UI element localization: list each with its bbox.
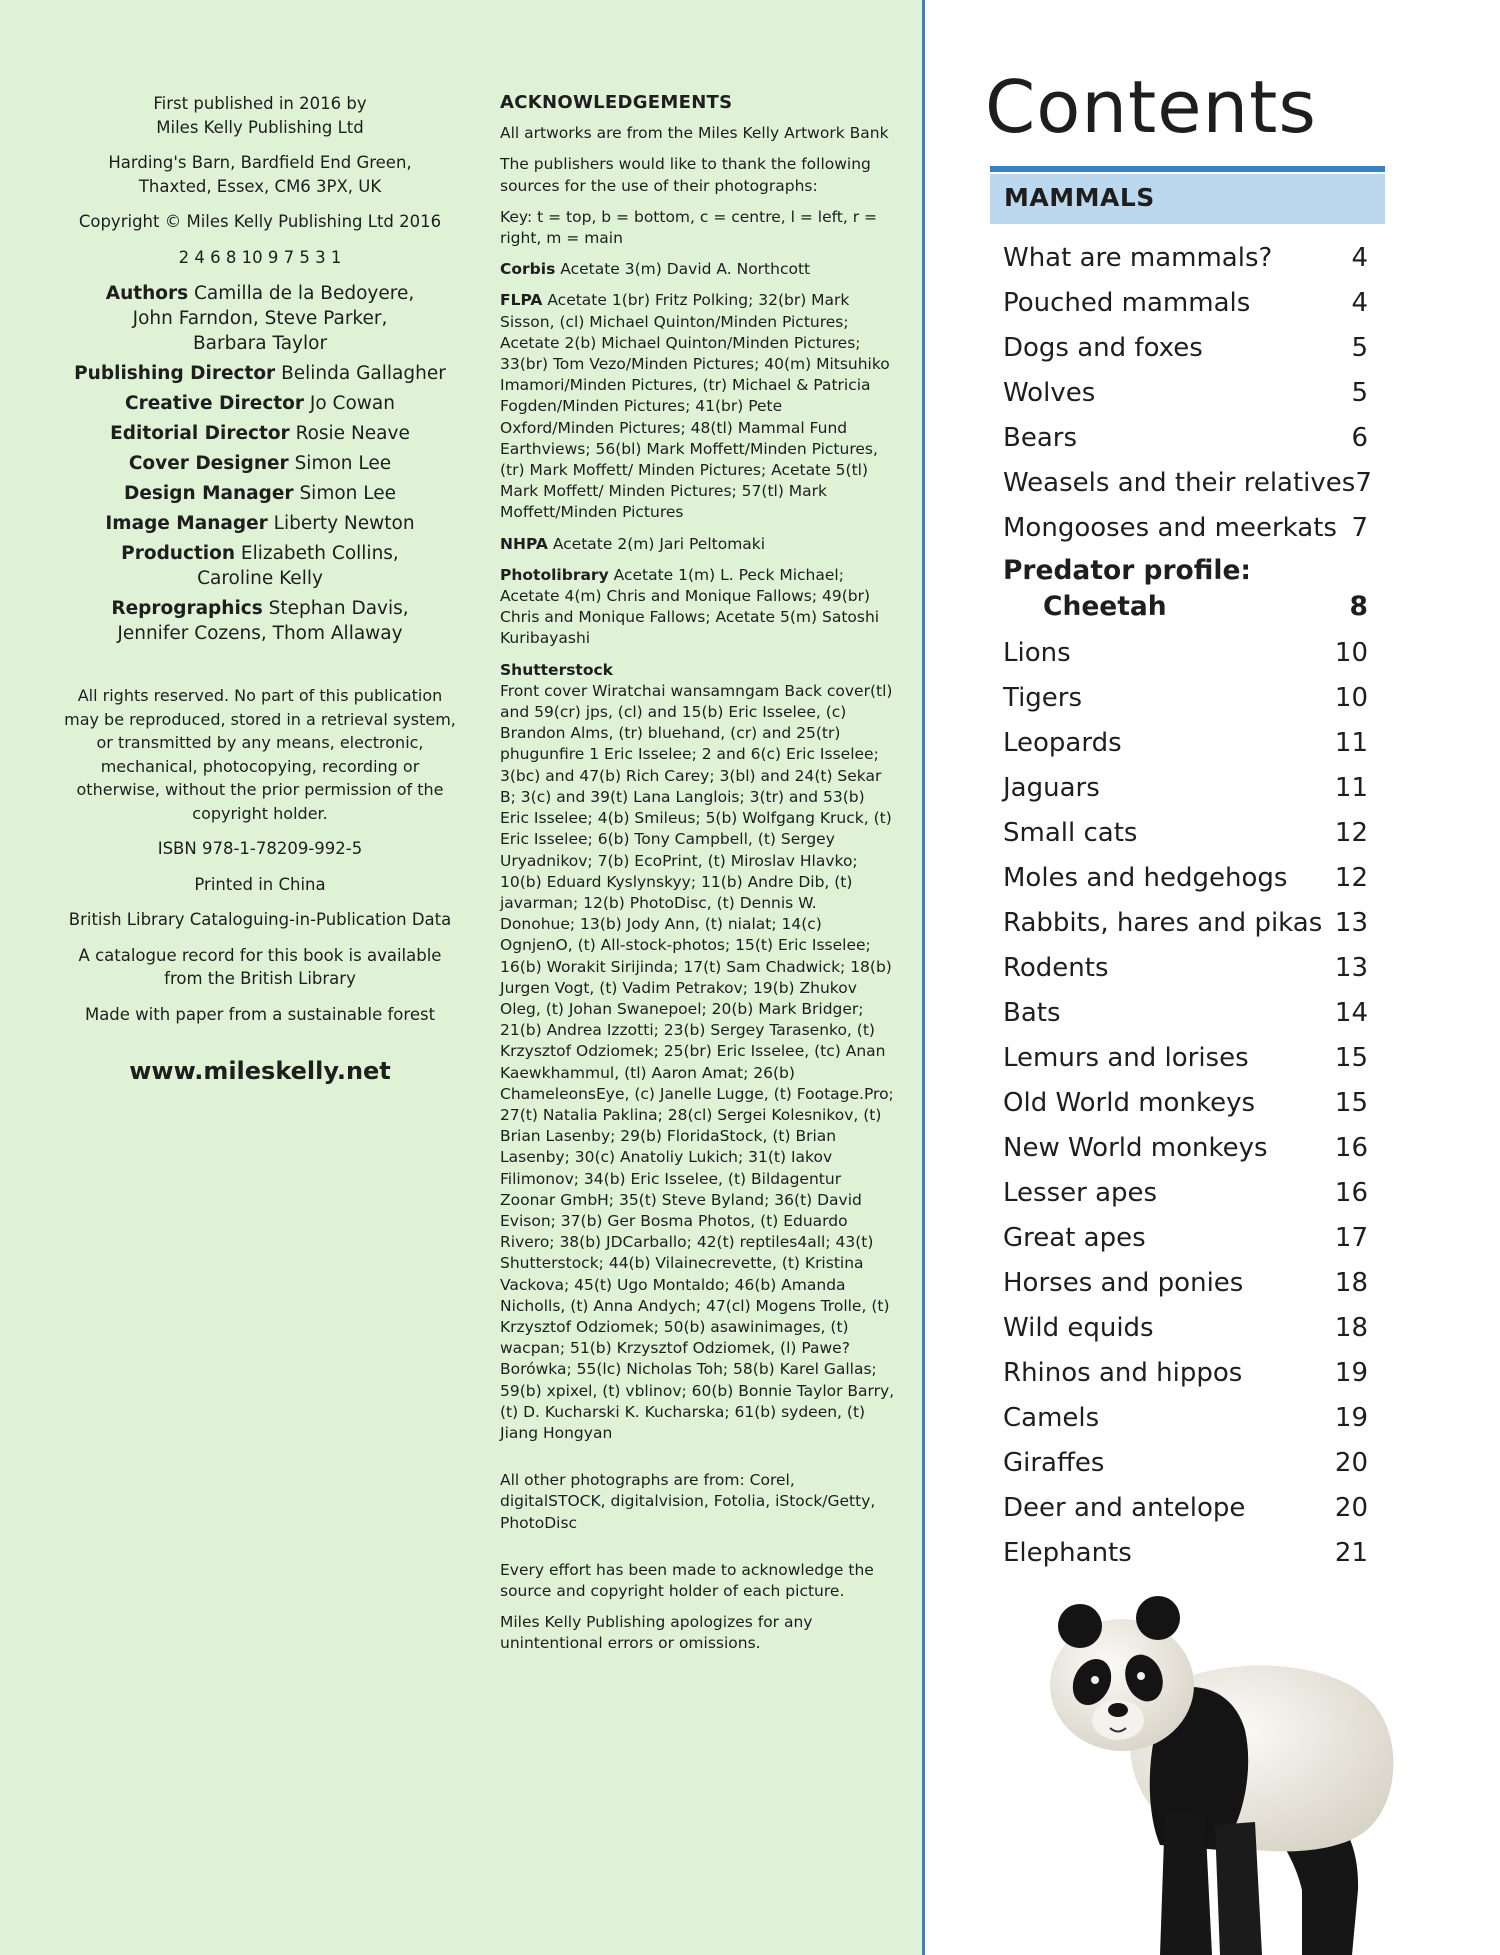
toc-title: New World monkeys bbox=[1003, 1133, 1268, 1163]
toc-entry[interactable] bbox=[1003, 461, 1372, 506]
paper-line: Made with paper from a sustainable forest bbox=[84, 1004, 436, 1024]
credit-line bbox=[60, 451, 460, 476]
source-name: FLPA bbox=[500, 291, 543, 310]
toc-entry[interactable] bbox=[1003, 676, 1368, 721]
other-photos-note: All other photographs are from: Corel, digitalSTOCK, digitalvision, Fotolia, iStock/Getty, PhotoDisc bbox=[500, 1471, 876, 1532]
credit-line bbox=[60, 541, 460, 566]
credits-list bbox=[60, 281, 460, 646]
page-divider bbox=[922, 0, 925, 1955]
toc-page-number: 7 bbox=[1355, 468, 1372, 498]
credit-role: Creative Director bbox=[125, 393, 304, 414]
toc-page-number: 15 bbox=[1334, 1088, 1368, 1118]
toc-title: Dogs and foxes bbox=[1003, 333, 1203, 363]
section-label: MAMMALS bbox=[1004, 183, 1155, 212]
toc-entry[interactable] bbox=[1003, 1261, 1368, 1306]
toc-page-number: 19 bbox=[1334, 1403, 1368, 1433]
source-text: Acetate 2(m) Jari Peltomaki bbox=[552, 534, 766, 553]
credit-line bbox=[60, 391, 460, 416]
toc-entry[interactable] bbox=[1003, 506, 1368, 551]
toc-page-number: 4 bbox=[1351, 243, 1368, 273]
toc-page-number: 8 bbox=[1349, 591, 1368, 622]
credit-role: Publishing Director bbox=[74, 363, 276, 384]
toc-page-number: 20 bbox=[1334, 1493, 1368, 1523]
toc-title: Horses and ponies bbox=[1003, 1268, 1244, 1298]
source-name: Photolibrary bbox=[500, 565, 609, 584]
toc-entry[interactable] bbox=[1003, 416, 1368, 461]
toc-title: Camels bbox=[1003, 1403, 1100, 1433]
credit-names: Belinda Gallagher bbox=[281, 363, 446, 384]
source-text: Front cover Wiratchai wansamngam Back cover(tl) and 59(cr) jps, (cl) and 15(b) Eric Isselee, (c) Brandon Alms, (tr) bluehand, (cr) and 25(tr) phugunfire 1 Eric Isselee; 2 and 6(c) Eric Isselee; 3(bc) and 47(b) Rich Carey; 3(bl) and 24(t) Sekar B; 3(c) and 39(t) Lana Langlois; 3(tr) and 53(b) Eric Isselee; 4(b) Smileus; 5(b) Wolfgang Kruck, (t) Eric Isselee; 6(b) Tony Campbell, (t) Sergey Uryadnikov; 7(b) EcoPrint, (t) Miroslav Hlavko; 10(b) Eduard Kyslynskyy; 11(b) Andre Dib, (t) javarman; 12(b) PhotoDisc, (t) Dennis W. Donohue; 13(b) Jody Ann, (t) nialat; 14(c) OgnjenO, (t) All-stock-photos; 15(t) Eric Isselee; 16(b) Worakit Sirijinda; 17(t) Sam Chadwick; 18(b) Jurgen Vogt, (t) Vadim Petrakov; 19(b) Zhukov Oleg, (t) Johan Swanepoel; 20(b) Mark Bridger; 21(b) Andrea Izzotti; 23(b) Sergey Tarasenko, (t) Krzysztof Odziomek; 25(br) Eric Isselee, (tc) Anan Kaewkhammul, (tl) Aaron Amat; 26(b) ChameleonsEye, (c) Janelle Lugge, (t) Footage.Pro; 27(t) Natalia Paklina; 28(cl) Sergei Kolesnikov, (t) Brian Lasenby; 29(b) FloridaStock, (t) Brian Lasenby; 30(c) Anatoliy Lukich; 31(t) Iakov Filimonov; 34(b) Eric Isselee, (t) Bildagentur Zoonar GmbH; 35(t) Steve Byland; 36(t) David Evison; 37(b) Ger Bosma Photos, (t) Eduardo Rivero; 38(b) JDCarballo; 42(t) reptiles4all; 43(t) Shutterstock; 44(b) Vilainecrevette, (t) Kristina Vackova; 45(t) Ugo Montaldo; 46(b) Amanda Nicholls, (t) Anna Andych; 47(cl) Mogens Trolle, (t) Krzysztof Odziomek; 50(b) asawinimages, (t) wacpan; 51(b) Krzysztof Odziomek, (l) Pawe? Borówka; 55(lc) Nicholas Toh; 58(b) Karel Gallas; 59(b) xpixel, (t) vblinov; 60(b) Bonnie Taylor Barry, (t) D. Kucharski K. Kucharska; 61(b) sydeen, (t) Jiang Hongyan bbox=[500, 681, 895, 1442]
credit-role: Cover Designer bbox=[128, 453, 289, 474]
toc-page-number: 5 bbox=[1351, 378, 1368, 408]
credit-names: Simon Lee bbox=[294, 453, 392, 474]
toc-entry[interactable] bbox=[1003, 1396, 1368, 1441]
credit-names: Camilla de la Bedoyere, bbox=[194, 283, 415, 304]
credit-names: John Farndon, Steve Parker, bbox=[132, 308, 388, 329]
credit-names: Caroline Kelly bbox=[197, 568, 323, 589]
toc-entry[interactable] bbox=[1003, 1126, 1368, 1171]
toc-entry[interactable] bbox=[1003, 326, 1368, 371]
acknowledgements-title: ACKNOWLEDGEMENTS bbox=[500, 92, 733, 113]
toc-title: Bats bbox=[1003, 998, 1061, 1028]
toc-page-number: 7 bbox=[1351, 513, 1368, 543]
credit-line bbox=[60, 566, 460, 591]
toc-entry[interactable] bbox=[1003, 631, 1368, 676]
toc-page-number: 6 bbox=[1351, 423, 1368, 453]
toc-entry[interactable] bbox=[1003, 811, 1368, 856]
section-header bbox=[990, 174, 1385, 224]
toc-page-number: 16 bbox=[1334, 1178, 1368, 1208]
source-text: Acetate 1(br) Fritz Polking; 32(br) Mark Sisson, (cl) Michael Quinton/Minden Pictures; Acetate 2(b) Michael Quinton/Minden Pictures; 33(br) Tom Vezo/Minden Pictures; 40(m) Mitsuhiko Imamori/Minden Pictures, (tr) Michael & Patricia Fogden/Minden Pictures; 41(br) Pete Oxford/Minden Pictures; 48(tl) Mammal Fund Earthviews; 56(bl) Mark Moffett/Minden Pictures, (tr) Mark Moffett/ Minden Pictures; Acetate 5(tl) Mark Moffett/ Minden Pictures; 57(tl) Mark Moffett/Minden Pictures bbox=[500, 291, 890, 522]
source-name: NHPA bbox=[500, 534, 548, 553]
toc-title: Elephants bbox=[1003, 1538, 1132, 1568]
cip-line: British Library Cataloguing-in-Publication Data bbox=[68, 910, 452, 929]
credit-line bbox=[60, 421, 460, 446]
source-entry bbox=[500, 660, 895, 1445]
credit-names: Stephan Davis, bbox=[268, 598, 409, 619]
source-entry bbox=[500, 534, 895, 555]
print-number-line: 2 4 6 8 10 9 7 5 3 1 bbox=[178, 247, 342, 267]
key-note: Key: t = top, b = bottom, c = centre, l = left, r = right, m = main bbox=[500, 207, 878, 248]
toc-page-number: 17 bbox=[1334, 1223, 1368, 1253]
toc-page-number: 20 bbox=[1334, 1448, 1368, 1478]
toc-entry[interactable] bbox=[1003, 1036, 1368, 1081]
apology-note: Miles Kelly Publishing apologizes for any unintentional errors or omissions. bbox=[500, 1613, 813, 1653]
toc-title: Leopards bbox=[1003, 728, 1122, 758]
isbn: ISBN 978-1-78209-992-5 bbox=[157, 839, 363, 858]
toc-title: Jaguars bbox=[1003, 773, 1100, 803]
toc-title: Lesser apes bbox=[1003, 1178, 1158, 1208]
toc-title: What are mammals? bbox=[1003, 243, 1273, 273]
credit-line bbox=[60, 331, 460, 356]
credit-role: Reprographics bbox=[111, 598, 263, 619]
credit-line bbox=[60, 511, 460, 536]
source-entry bbox=[500, 290, 895, 523]
toc-title: Moles and hedgehogs bbox=[1003, 863, 1288, 893]
toc-entry[interactable] bbox=[1003, 721, 1368, 766]
toc-page-number: 11 bbox=[1334, 773, 1368, 803]
toc-title: Rhinos and hippos bbox=[1003, 1358, 1243, 1388]
toc-entry[interactable] bbox=[1003, 1216, 1368, 1261]
credit-line bbox=[60, 281, 460, 306]
toc-entry[interactable] bbox=[1003, 946, 1368, 991]
toc-title: Tigers bbox=[1003, 683, 1083, 713]
credit-role: Design Manager bbox=[123, 483, 294, 504]
toc-title: Lemurs and lorises bbox=[1003, 1043, 1249, 1073]
toc-title: Pouched mammals bbox=[1003, 288, 1251, 318]
credit-line bbox=[60, 481, 460, 506]
toc-entry[interactable] bbox=[1003, 1081, 1368, 1126]
catalogue-line: A catalogue record for this book is available from the British Library bbox=[78, 945, 442, 988]
publish-line: First published in 2016 by bbox=[153, 94, 367, 113]
toc-title: Bears bbox=[1003, 423, 1078, 453]
toc-title: Giraffes bbox=[1003, 1448, 1105, 1478]
toc-page-number: 18 bbox=[1334, 1313, 1368, 1343]
credit-line bbox=[60, 361, 460, 386]
toc-title: Wolves bbox=[1003, 378, 1096, 408]
publisher-line: Miles Kelly Publishing Ltd bbox=[156, 117, 364, 137]
source-name: Shutterstock bbox=[500, 660, 613, 679]
source-text: Acetate 3(m) David A. Northcott bbox=[560, 260, 811, 279]
toc-entry[interactable] bbox=[1003, 1486, 1368, 1531]
toc-title bbox=[1003, 553, 1251, 625]
toc-entry[interactable] bbox=[1003, 1351, 1368, 1396]
credit-role: Production bbox=[121, 543, 236, 564]
section-rule bbox=[990, 166, 1385, 172]
contents-title: Contents bbox=[985, 65, 1317, 149]
printed-in: Printed in China bbox=[194, 874, 326, 894]
toc-title: Rabbits, hares and pikas bbox=[1003, 908, 1323, 938]
address-line-1: Harding's Barn, Bardfield End Green, bbox=[108, 153, 412, 172]
toc-entry[interactable] bbox=[1003, 371, 1368, 416]
source-text: Acetate 1(m) L. Peck Michael; Acetate 4(m) Chris and Monique Fallows; 49(br) Chris and Monique Fallows; Acetate 5(m) Satoshi Kuribayashi bbox=[500, 565, 880, 648]
toc-page-number: 21 bbox=[1334, 1538, 1368, 1568]
toc-title: Lions bbox=[1003, 638, 1071, 668]
toc-title: Weasels and their relatives bbox=[1003, 468, 1356, 498]
toc-title: Mongooses and meerkats bbox=[1003, 513, 1337, 543]
effort-note: Every effort has been made to acknowledge the source and copyright holder of each picture. bbox=[500, 1560, 874, 1600]
address-line-2: Thaxted, Essex, CM6 3PX, UK bbox=[138, 176, 382, 196]
toc-page-number: 5 bbox=[1351, 333, 1368, 363]
toc-page-number: 19 bbox=[1334, 1358, 1368, 1388]
toc-page-number: 16 bbox=[1334, 1133, 1368, 1163]
toc-entry[interactable] bbox=[1003, 901, 1368, 946]
toc-title: Small cats bbox=[1003, 818, 1138, 848]
toc-feature-title: Cheetah bbox=[1043, 591, 1167, 622]
toc-title: Wild equids bbox=[1003, 1313, 1154, 1343]
toc-feature-label: Predator profile: bbox=[1003, 555, 1252, 586]
acknowledgements bbox=[500, 92, 895, 1655]
toc-entry[interactable] bbox=[1003, 281, 1368, 326]
credit-names: Rosie Neave bbox=[295, 423, 410, 444]
credit-role: Image Manager bbox=[105, 513, 268, 534]
artworks-note: All artworks are from the Miles Kelly Artwork Bank bbox=[500, 124, 889, 143]
toc-page-number: 11 bbox=[1334, 728, 1368, 758]
table-of-contents bbox=[1003, 236, 1372, 1576]
website-link[interactable]: www.mileskelly.net bbox=[129, 1057, 391, 1085]
toc-page-number: 13 bbox=[1334, 908, 1368, 938]
toc-page-number: 15 bbox=[1334, 1043, 1368, 1073]
credit-role: Editorial Director bbox=[110, 423, 290, 444]
credit-line bbox=[60, 621, 460, 646]
thanks-note: The publishers would like to thank the following sources for the use of their photographs: bbox=[500, 155, 871, 195]
credit-line bbox=[60, 306, 460, 331]
toc-page-number: 13 bbox=[1334, 953, 1368, 983]
toc-entry[interactable] bbox=[1003, 236, 1368, 281]
credit-names: Elizabeth Collins, bbox=[240, 543, 399, 564]
credit-names: Jennifer Cozens, Thom Allaway bbox=[117, 623, 403, 644]
credit-names: Simon Lee bbox=[299, 483, 397, 504]
credit-line bbox=[60, 596, 460, 621]
toc-page-number: 18 bbox=[1334, 1268, 1368, 1298]
photo-sources bbox=[500, 259, 895, 1444]
toc-title: Old World monkeys bbox=[1003, 1088, 1256, 1118]
source-name: Corbis bbox=[500, 260, 556, 279]
toc-page-number: 14 bbox=[1334, 998, 1368, 1028]
source-entry bbox=[500, 565, 895, 650]
toc-title: Deer and antelope bbox=[1003, 1493, 1246, 1523]
toc-entry[interactable] bbox=[1003, 1441, 1368, 1486]
toc-title: Rodents bbox=[1003, 953, 1109, 983]
toc-page-number: 4 bbox=[1351, 288, 1368, 318]
toc-page-number: 12 bbox=[1334, 818, 1368, 848]
panda-illustration bbox=[1040, 1560, 1420, 1955]
toc-title: Great apes bbox=[1003, 1223, 1146, 1253]
toc-page-number: 10 bbox=[1334, 683, 1368, 713]
source-entry bbox=[500, 259, 895, 280]
toc-entry[interactable] bbox=[1003, 1171, 1368, 1216]
toc-entry[interactable] bbox=[1003, 551, 1368, 631]
credit-names: Liberty Newton bbox=[273, 513, 415, 534]
toc-page-number: 12 bbox=[1334, 863, 1368, 893]
rights-statement: All rights reserved. No part of this publication may be reproduced, stored in a retrieval system, or transmitted by any means, electronic, mechanical, photocopying, recording or otherwise, without the prior permission of the copyright holder. bbox=[64, 686, 456, 823]
toc-entry[interactable] bbox=[1003, 766, 1368, 811]
toc-entry[interactable] bbox=[1003, 856, 1368, 901]
credit-names: Barbara Taylor bbox=[192, 333, 328, 354]
colophon bbox=[60, 92, 460, 1084]
toc-entry[interactable] bbox=[1003, 1306, 1368, 1351]
credit-role: Authors bbox=[105, 283, 189, 304]
toc-page-number: 10 bbox=[1334, 638, 1368, 668]
copyright-line: Copyright © Miles Kelly Publishing Ltd 2016 bbox=[78, 212, 442, 231]
toc-entry[interactable] bbox=[1003, 991, 1368, 1036]
credit-names: Jo Cowan bbox=[309, 393, 395, 414]
